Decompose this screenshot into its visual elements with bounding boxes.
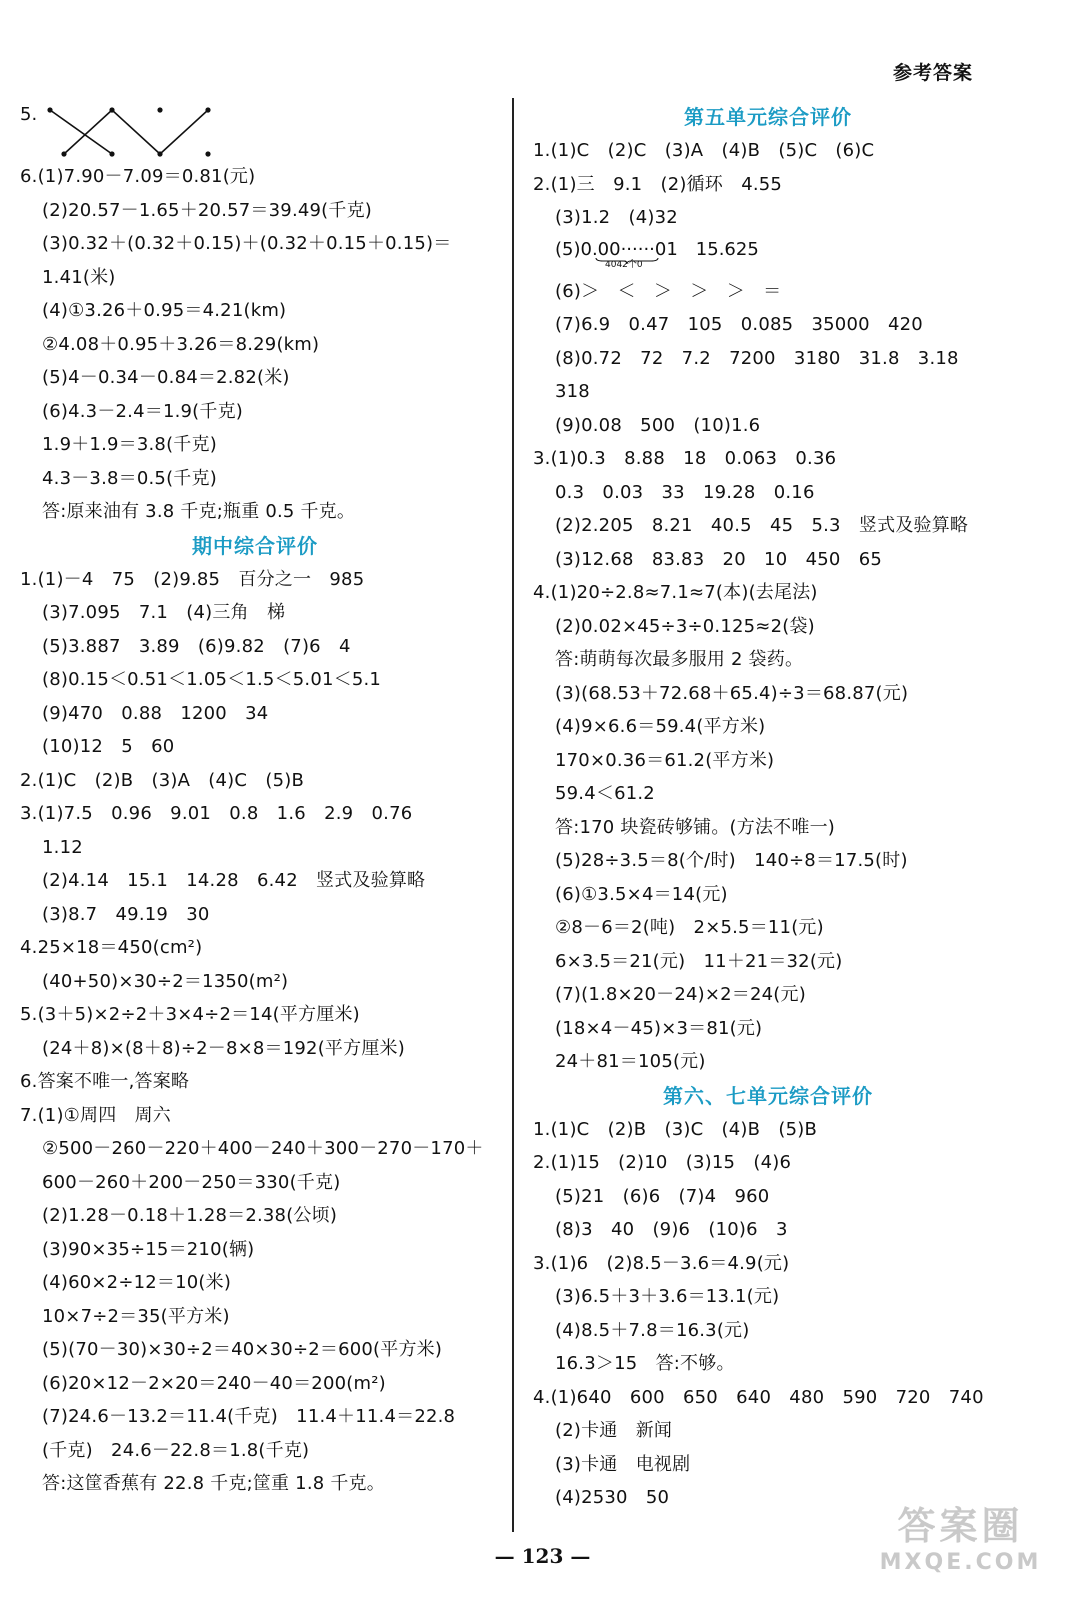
answer-line: (40+50)×30÷2＝1350(m²) bbox=[42, 970, 289, 992]
answer-line: 59.4＜61.2 bbox=[555, 783, 655, 804]
answer-line: (6)＞ ＜ ＞ ＞ ＞ ＝ bbox=[555, 280, 782, 302]
answer-line: (2)20.57－1.65＋20.57＝39.49(千克) bbox=[42, 199, 373, 221]
answer-line: 答:这筐香蕉有 22.8 千克;筐重 1.8 千克。 bbox=[42, 1473, 385, 1494]
answer-line: (9)0.08 500 (10)1.6 bbox=[555, 414, 761, 436]
answer-line: (6)①3.5×4＝14(元) bbox=[555, 883, 728, 905]
answer-line: (5)3.887 3.89 (6)9.82 (7)6 4 bbox=[42, 635, 351, 657]
answer-line: (4)60×2÷12＝10(米) bbox=[42, 1272, 232, 1293]
answer-line: (7)(1.8×20－24)×2＝24(元) bbox=[555, 984, 806, 1005]
answer-line-with-brace bbox=[533, 235, 1003, 275]
answer-line: 0.3 0.03 33 19.28 0.16 bbox=[555, 481, 815, 503]
answer-line: (4)2530 50 bbox=[555, 1487, 670, 1508]
answer-line: 6×3.5＝21(元) 11＋21＝32(元) bbox=[555, 950, 843, 972]
answer-line: (3)6.5＋3＋3.6＝13.1(元) bbox=[555, 1286, 780, 1307]
answer-line: (7)24.6－13.2＝11.4(千克) 11.4＋11.4＝22.8 bbox=[42, 1406, 456, 1427]
answer-line: 4.25×18＝450(cm²) bbox=[20, 937, 203, 958]
answer-line: (5)4－0.34－0.84＝2.82(米) bbox=[42, 367, 290, 388]
left-column bbox=[20, 104, 490, 1501]
answer-line: (8)3 40 (9)6 (10)6 3 bbox=[555, 1219, 788, 1240]
answer-line: 318 bbox=[555, 381, 590, 402]
answer-line: (8)0.72 72 7.2 7200 3180 31.8 3.18 bbox=[555, 347, 959, 369]
answer-line: (5)21 (6)6 (7)4 960 bbox=[555, 1185, 770, 1207]
matching-question bbox=[20, 104, 490, 160]
q5-label: 5. bbox=[20, 104, 38, 125]
answer-line: 3.(1)6 (2)8.5－3.6＝4.9(元) bbox=[533, 1252, 790, 1274]
answer-line: (4)8.5＋7.8＝16.3(元) bbox=[555, 1319, 750, 1341]
answer-line: 4.3－3.8＝0.5(千克) bbox=[42, 467, 217, 489]
answer-line: 1.9＋1.9＝3.8(千克) bbox=[42, 434, 217, 455]
answer-line: 2.(1)C (2)B (3)A (4)C (5)B bbox=[20, 769, 305, 791]
answer-line: (3)1.2 (4)32 bbox=[555, 207, 678, 228]
answer-line: (千克) 24.6－22.8＝1.8(千克) bbox=[42, 1439, 310, 1461]
answer-line: ②4.08＋0.95＋3.26＝8.29(km) bbox=[42, 333, 320, 355]
answer-line: (9)470 0.88 1200 34 bbox=[42, 702, 269, 724]
answer-line: (6)4.3－2.4＝1.9(千克) bbox=[42, 400, 244, 422]
answer-line: 答:170 块瓷砖够铺。(方法不唯一) bbox=[555, 816, 835, 838]
answer-line: (2)4.14 15.1 14.28 6.42 竖式及验算略 bbox=[42, 870, 426, 891]
answer-line: (18×4－45)×3＝81(元) bbox=[555, 1017, 763, 1039]
answer-line: (4)9×6.6＝59.4(平方米) bbox=[555, 716, 766, 737]
answer-line: 24＋81＝105(元) bbox=[555, 1051, 706, 1072]
matching-lines bbox=[40, 104, 220, 160]
answer-line: 5.(3＋5)×2÷2＋3×4÷2＝14(平方厘米) bbox=[20, 1004, 360, 1025]
answer-line: 4.(1)20÷2.8≈7.1≈7(本)(去尾法) bbox=[533, 582, 818, 603]
answer-line: (3)0.32＋(0.32＋0.15)＋(0.32＋0.15＋0.15)＝ bbox=[42, 233, 452, 254]
answer-line: (8)0.15＜0.51＜1.05＜1.5＜5.01＜5.1 bbox=[42, 669, 382, 690]
answer-line: ②500－260－220＋400－240＋300－270－170＋ bbox=[42, 1138, 484, 1159]
answer-line: (3)90×35÷15＝210(辆) bbox=[42, 1238, 255, 1260]
answer-line: 1.(1)C (2)C (3)A (4)B (5)C (6)C bbox=[533, 140, 875, 161]
answer-line: 6.(1)7.90－7.09＝0.81(元) bbox=[20, 166, 256, 187]
answer-line: (2)1.28－0.18＋1.28＝2.38(公顷) bbox=[42, 1205, 338, 1226]
answer-line: (5)28÷3.5＝8(个/时) 140÷8＝17.5(时) bbox=[555, 850, 908, 871]
answer-line: 答:萌萌每次最多服用 2 袋药。 bbox=[555, 649, 804, 670]
answer-line: 2.(1)15 (2)10 (3)15 (4)6 bbox=[533, 1152, 792, 1173]
section-title-unit5: 第五单元综合评价 bbox=[684, 105, 852, 129]
answer-line: (2)卡通 新闻 bbox=[555, 1420, 673, 1441]
answer-line: 7.(1)①周四 周六 bbox=[20, 1104, 172, 1126]
answer-line: 1.(1)－4 75 (2)9.85 百分之一 985 bbox=[20, 568, 365, 590]
answer-line: 1.41(米) bbox=[42, 266, 116, 288]
answer-line: 1.(1)C (2)B (3)C (4)B (5)B bbox=[533, 1118, 818, 1140]
header-label: 参考答案 bbox=[892, 62, 973, 84]
answer-line: (6)20×12－2×20＝240－40＝200(m²) bbox=[42, 1372, 386, 1394]
answer-line: 4.(1)640 600 650 640 480 590 720 740 bbox=[533, 1386, 984, 1408]
answer-line: 6.答案不唯一,答案略 bbox=[20, 1071, 190, 1092]
page-number: — 123 — bbox=[494, 1544, 591, 1568]
answer-line: (7)6.9 0.47 105 0.085 35000 420 bbox=[555, 314, 923, 335]
watermark-domain: MXQE.COM bbox=[879, 1550, 1042, 1575]
watermark-text: 答案圈 bbox=[897, 1504, 1024, 1548]
answer-line: (2)0.02×45÷3÷0.125≈2(袋) bbox=[555, 615, 815, 637]
answer-line: 答:原来油有 3.8 千克;瓶重 0.5 千克。 bbox=[42, 501, 356, 522]
answer-line: (3)8.7 49.19 30 bbox=[42, 903, 210, 925]
answer-line: (3)卡通 电视剧 bbox=[555, 1453, 691, 1475]
answer-line: 3.(1)0.3 8.88 18 0.063 0.36 bbox=[533, 448, 837, 469]
answer-line: (2)2.205 8.21 40.5 45 5.3 竖式及验算略 bbox=[555, 515, 969, 536]
brace-note: 4042个0 bbox=[605, 259, 643, 270]
answer-line: 10×7÷2＝35(平方米) bbox=[42, 1305, 230, 1327]
answer-line: 3.(1)7.5 0.96 9.01 0.8 1.6 2.9 0.76 bbox=[20, 803, 413, 824]
section-title-midterm: 期中综合评价 bbox=[192, 533, 318, 558]
answer-line: (24＋8)×(8＋8)÷2－8×8＝192(平方厘米) bbox=[42, 1037, 405, 1059]
answer-line: 600－260＋200－250＝330(千克) bbox=[42, 1171, 341, 1193]
answer-line: 16.3＞15 答:不够。 bbox=[555, 1353, 735, 1374]
answer-line: 170×0.36＝61.2(平方米) bbox=[555, 749, 775, 771]
answer-line: (10)12 5 60 bbox=[42, 736, 175, 757]
column-divider bbox=[512, 98, 514, 1532]
watermark-logo bbox=[858, 1502, 1063, 1582]
section-title-unit67: 第六、七单元综合评价 bbox=[663, 1083, 873, 1108]
answer-line: (4)①3.26＋0.95＝4.21(km) bbox=[42, 300, 287, 321]
answer-line: (3)12.68 83.83 20 10 450 65 bbox=[555, 548, 883, 570]
answer-line: (3)7.095 7.1 (4)三角 梯 bbox=[42, 602, 286, 623]
answer-line: (5)(70－30)×30÷2＝40×30÷2＝600(平方米) bbox=[42, 1339, 443, 1360]
answer-line: 2.(1)三 9.1 (2)循环 4.55 bbox=[533, 173, 783, 195]
answer-line: ②8－6＝2(吨) 2×5.5＝11(元) bbox=[555, 917, 824, 938]
answer-line: (5)0.00······01 15.625 bbox=[555, 238, 759, 260]
right-column bbox=[533, 100, 1003, 1515]
answer-line: 1.12 bbox=[42, 836, 83, 858]
answer-line: (3)(68.53＋72.68＋65.4)÷3＝68.87(元) bbox=[555, 682, 909, 704]
